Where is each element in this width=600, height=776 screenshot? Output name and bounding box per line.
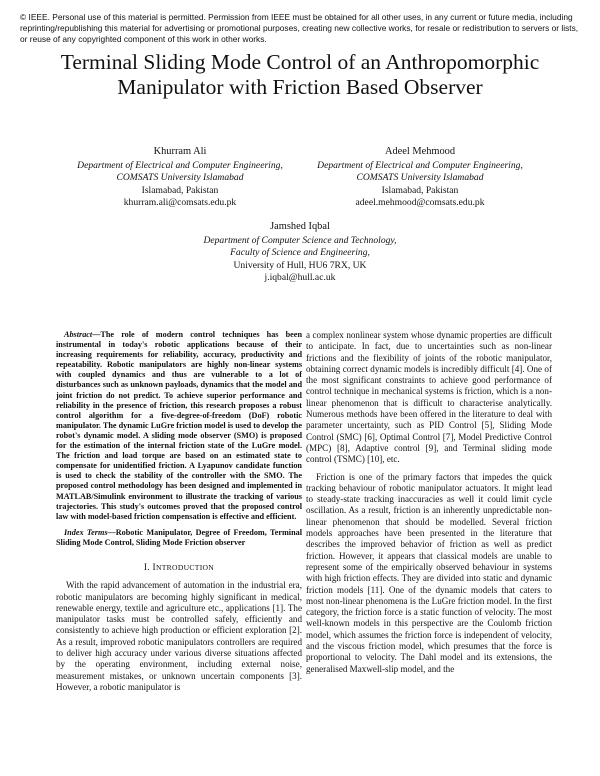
index-terms-text: —Robotic Manipulator, Degree of Freedom, Terminal Sliding Mode Control, Sliding Mode Friction observer <box>56 527 302 547</box>
right-column <box>306 330 552 675</box>
left-column <box>56 330 302 693</box>
author-name: Khurram Ali <box>153 146 207 157</box>
section-initial: I <box>152 562 156 573</box>
section-title-rest: NTRODUCTION <box>155 562 215 572</box>
index-terms-label: Index Terms <box>64 527 108 537</box>
author-department: Department of Electrical and Computer Engineering, <box>77 160 283 172</box>
intro-paragraph: With the rapid advancement of automation in the industrial era, robotic manipulators are becoming highly significant in medical, renewable energy, textile and agriculture etc., applications [1]. The manipulator tasks must be controlled safely, efficiently and consistently to achieve high production or efficient exploration [2]. As a result, improved robotic manipulators controllers are required to deliver high accuracy under various diverse situations affected by the operating environment, including external noise, measurement mistakes, or unknown uncertain components [3]. However, a robotic manipulator is <box>56 580 302 692</box>
author-city: Islamabad, Pakistan <box>141 184 219 196</box>
section-number: I. <box>143 562 150 573</box>
paper-title: Terminal Sliding Mode Control of an Anthropomorphic Manipulator with Friction Based Observer <box>60 50 540 99</box>
author-university: COMSATS University Islamabad <box>116 172 244 184</box>
author-department: Department of Computer Science and Technology, <box>203 235 397 247</box>
abstract <box>56 330 302 522</box>
abstract-text: —The role of modern control techniques has been instrumental in today's robotic applications because of their increasing requirements for reliability, accuracy, productivity and repeatability. Robotic manipulators are highly non-linear systems with coupled dynamics and thus are vulnerable to a lot of disturbances such as unknown payloads, dynamics that the model and joint friction do not predict. To achieve superior performance and reliability in the presence of friction, this research proposes a robust control algorithm for a five-degree-of-freedom (DoF) robotic manipulator. The dynamic LuGre friction model is used to develop the robot's dynamic model. A sliding mode observer (SMO) is proposed for the estimation of the internal friction state of the LuGre model. The friction and load torque are based on an estimated state to compensate for unidentified friction. A Lyapunov candidate function is used to check the stability of the controller with the SMO. The proposed control methodology has been designed and implemented in MATLAB/Simulink environment to illustrate the tracking of various trajectories. This study's outcomes proved that the proposed control law with model-based friction compensation is effective and efficient. <box>56 330 302 521</box>
body-paragraph: Friction is one of the primary factors that impedes the quick tracking behaviour of robotic manipulator actuators. It might lead to steady-state tracking inaccuracies as well it could limit cycle oscillation. As a result, friction is an inherently unpredictable non-linear phenomenon that should be modelled. Several friction models approaches have been presented in the literature that describes the improved behavior of friction as well as predict friction. However, it appears that classical models are unable to represent some of the empirically observed behaviour in systems with high friction effects. They are divided into static and dynamic friction models [11]. One of the dynamic models that caters to most non-linear phenomena is the LuGre friction model. In the first category, the friction force is a static function of velocity. The most well-known models in this perspective are the Coulomb friction model, which assumes the friction force is independent of velocity, and the viscous friction model, which presumes that the force is proportional to velocity. The Dahl model and its extensions, the generalised Maxwell-slip model, and the <box>306 471 552 674</box>
section-heading <box>56 562 302 574</box>
author-name: Jamshed Iqbal <box>270 221 330 232</box>
author-email: khurram.ali@comsats.edu.pk <box>123 196 237 208</box>
author-university: COMSATS University Islamabad <box>356 172 484 184</box>
author-city: University of Hull, HU6 7RX, UK <box>233 259 367 271</box>
body-paragraph: a complex nonlinear system whose dynamic properties are difficult to anticipate. In fact, due to uncertainties such as non-linear frictions and the flexibility of joints of the robotic manipulator, obtaining correct dynamic models is incredibly difficult [4]. One of the most significant constraints to achieve good performance of control technique in mechanical systems is friction, which is a non-linear phenomenon that is difficult to characterise analytically. Numerous methods have been offered in the literature to deal with parameter uncertainty, such as PID Control [5], Sliding Mode Control (SMC) [6], Optimal Control [7], Model Predictive Control (MPC) [8], Adaptive control [9], and Terminal sliding mode control (TSMC) [10], etc. <box>306 330 552 465</box>
author-name: Adeel Mehmood <box>384 146 456 157</box>
author-city: Islamabad, Pakistan <box>381 184 459 196</box>
author-block <box>50 146 310 209</box>
author-block <box>290 146 550 209</box>
index-terms <box>56 528 302 548</box>
author-email: j.iqbal@hull.ac.uk <box>264 271 336 283</box>
author-faculty: Faculty of Science and Engineering, <box>230 247 370 259</box>
author-department: Department of Electrical and Computer Engineering, <box>317 160 523 172</box>
author-email: adeel.mehmood@comsats.edu.pk <box>355 196 485 208</box>
copyright-notice: © IEEE. Personal use of this material is permitted. Permission from IEEE must be obtained for all other uses, in any current or future media, including reprinting/republishing this material for advertising or promotional purposes, creating new collective works, for resale or redistribution to servers or lists, or reuse of any copyrighted component of this work in other works. <box>20 12 579 44</box>
author-block <box>155 221 445 284</box>
abstract-label: Abstract <box>64 330 93 339</box>
